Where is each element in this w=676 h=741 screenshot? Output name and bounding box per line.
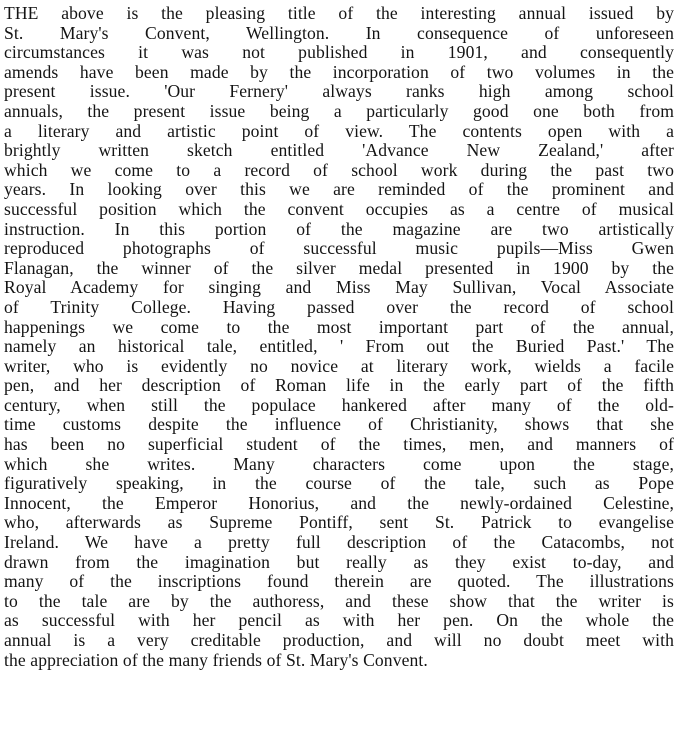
text-line: namely an historical tale, entitled, ' From out the Buried Past.' The [4,336,674,357]
text-line: many of the inscriptions found therein are quoted. The illustrations [4,571,674,592]
text-line: annual is a very creditable production, and will no doubt meet with [4,630,674,650]
text-line: St. Mary's Convent, Wellington. In consequence of unforeseen [4,22,674,43]
text-line: pen, and her description of Roman life in the early part of the fifth [4,375,674,396]
text-line: circumstances it was not published in 1901, and consequently [4,42,674,63]
text-line: which she writes. Many characters come upon the stage, [4,453,674,474]
article-body [4,4,674,670]
text-line: amends have been made by the incorporation of two volumes in the [4,61,674,82]
text-line: figuratively speaking, in the course of the tale, such as Pope [4,473,674,494]
text-line: as successful with her pencil as with her pen. On the whole the [4,610,674,631]
text-line: Innocent, the Emperor Honorius, and the newly-ordained Celestine, [4,492,674,513]
text-line: happenings we come to the most important part of the annual, [4,316,674,337]
text-line: years. In looking over this we are reminded of the prominent and [4,179,674,200]
text-line: Ireland. We have a pretty full description of the Catacombs, not [4,532,674,553]
text-line: annuals, the present issue being a particularly good one both from [4,100,674,121]
text-line: to the tale are by the authoress, and these show that the writer is [4,590,674,611]
text-line: has been no superficial student of the times, men, and manners of [4,434,674,455]
text-line: writer, who is evidently no novice at literary work, wields a facile [4,355,674,376]
text-line: brightly written sketch entitled 'Advance New Zealand,' after [4,140,674,161]
text-line: century, when still the populace hankered after many of the old- [4,394,674,415]
text-line: who, afterwards as Supreme Pontiff, sent St. Patrick to evangelise [4,512,674,533]
text-line: THE above is the pleasing title of the interesting annual issued by [4,3,674,23]
text-line: which we come to a record of school work during the past two [4,159,674,180]
text-line: Royal Academy for singing and Miss May Sullivan, Vocal Associate [4,277,674,298]
text-line: present issue. 'Our Fernery' always ranks high among school [4,81,674,102]
text-line: a literary and artistic point of view. The contents open with a [4,120,674,141]
text-line: the appreciation of the many friends of St. Mary's Convent. [4,649,428,670]
text-line: reproduced photographs of successful music pupils—Miss Gwen [4,238,674,259]
text-line: of Trinity College. Having passed over the record of school [4,296,674,317]
text-line: time customs despite the influence of Christianity, shows that she [4,414,674,435]
text-line: Flanagan, the winner of the silver medal presented in 1900 by the [4,257,674,278]
text-line: instruction. In this portion of the magazine are two artistically [4,218,674,239]
text-line: drawn from the imagination but really as they exist to-day, and [4,551,674,572]
text-line: successful position which the convent occupies as a centre of musical [4,198,674,219]
